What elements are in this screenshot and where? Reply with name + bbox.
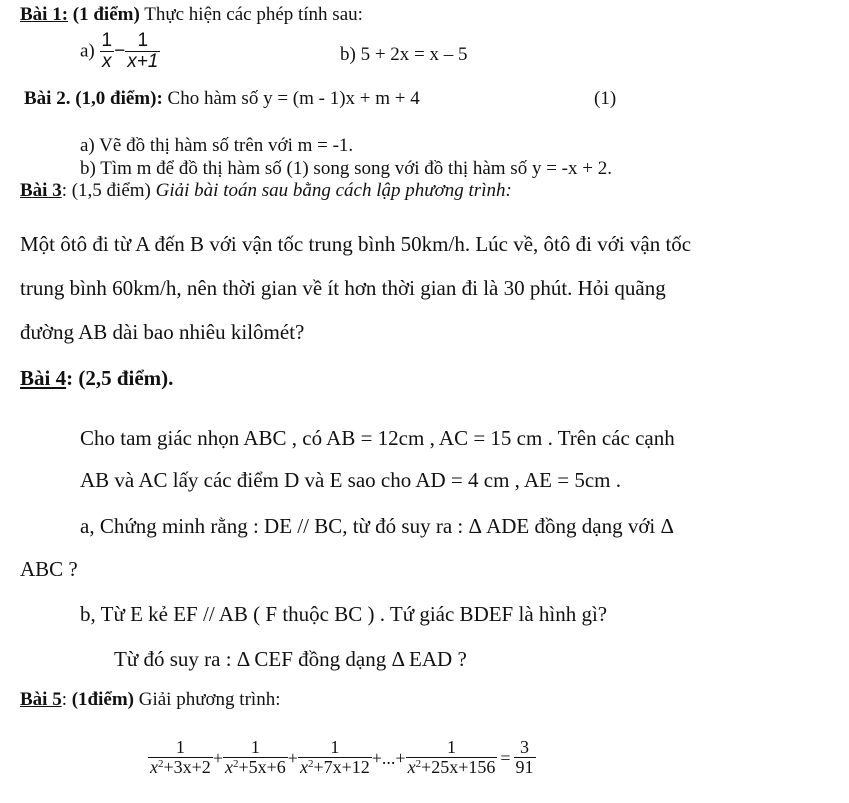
bai1-score: (1 điểm): [68, 4, 140, 25]
bai5-rhs-fraction: [514, 738, 536, 777]
bai5-colon: :: [61, 689, 72, 710]
bai5-frac3-num: 1: [330, 737, 340, 758]
bai4-score: : (2,5 điểm).: [66, 366, 174, 390]
bai5-fraction-4: [406, 738, 498, 777]
bai5-fraction-3: [298, 738, 372, 777]
bai5-frac1-num: 1: [175, 737, 185, 758]
bai4-heading: [20, 366, 173, 390]
bai1-a-fraction-2: [125, 31, 160, 72]
bai3-score: : (1,5 điểm): [61, 180, 156, 201]
bai4-p6: Từ đó suy ra : Δ CEF đồng dạng Δ EAD ?: [114, 647, 467, 671]
bai1-a-frac2-den: x+1: [127, 51, 159, 72]
bai1-a-fraction-1: [100, 31, 115, 72]
bai5-frac4-den: $x^2+25x+156$: [407, 757, 496, 778]
bai1-label: Bài 1:: [20, 4, 69, 25]
bai5-rhs-den: 91: [515, 757, 534, 778]
bai3-instruction: Giải bài toán sau bằng cách lập phương trình:: [155, 180, 512, 201]
bai3-p2: trung bình 60km/h, nên thời gian về ít hơn thời gian đi là 30 phút. Hỏi quãng: [20, 276, 666, 300]
bai3-p3: đường AB dài bao nhiêu kilômét?: [20, 320, 305, 344]
bai4-p4: ABC ?: [20, 557, 78, 581]
bai5-plus-1: +: [212, 747, 223, 768]
bai1-a: [80, 31, 160, 72]
bai5-frac3-den: $x^2+7x+12$: [299, 757, 370, 778]
bai2-text: Cho hàm số y = (m - 1)x + m + 4: [167, 88, 420, 109]
bai5-score: (1điểm): [71, 689, 134, 710]
bai1-a-frac1-num: 1: [101, 30, 113, 51]
bai5-heading: [20, 689, 280, 711]
bai2-eqno: (1): [594, 88, 617, 109]
bai2-b: b) Tìm m để đồ thị hàm số (1) song song với đồ thị hàm số y = -x + 2.: [80, 158, 612, 179]
bai5-rhs-num: 3: [520, 737, 530, 758]
bai1-b: b) 5 + 2x = x – 5: [340, 44, 468, 65]
bai2-heading: [24, 88, 420, 110]
bai5-plus-2: +: [287, 747, 298, 768]
bai5-frac4-num: 1: [446, 737, 456, 758]
bai1-a-label: a): [80, 40, 95, 62]
bai2-a: a) Vẽ đồ thị hàm số trên với m = -1.: [80, 135, 354, 156]
bai4-p2: AB và AC lấy các điểm D và E sao cho AD = 4 cm , AE = 5cm .: [80, 468, 621, 492]
bai3-label: Bài 3: [20, 180, 62, 201]
bai5-text: Giải phương trình:: [134, 689, 281, 710]
bai3-p1: Một ôtô đi từ A đến B với vận tốc trung bình 50km/h. Lúc về, ôtô đi với vận tốc: [20, 232, 692, 256]
bai1-a-minus: −: [114, 40, 126, 62]
bai2-head: Bài 2. (1,0 điểm):: [24, 88, 163, 109]
bai1-a-frac1-den: x: [102, 51, 112, 72]
bai5-equation: [148, 736, 536, 778]
bai5-label: Bài 5: [20, 689, 62, 710]
bai1-heading: [20, 4, 363, 26]
bai5-frac1-den: $x^2+3x+2$: [150, 757, 211, 778]
bai1-a-frac2-num: 1: [137, 30, 149, 51]
bai4-p1: Cho tam giác nhọn ABC , có AB = 12cm , AC = 15 cm . Trên các cạnh: [80, 426, 675, 450]
bai1-text: Thực hiện các phép tính sau:: [144, 4, 363, 25]
bai4-p3: a, Chứng minh rằng : DE // BC, từ đó suy ra : Δ ADE đồng dạng với Δ: [80, 514, 675, 538]
bai4-label: Bài 4: [20, 366, 67, 390]
bai4-p5: b, Từ E kẻ EF // AB ( F thuộc BC ) . Tứ giác BDEF là hình gì?: [80, 602, 608, 626]
bai5-fraction-2: [223, 738, 288, 777]
bai3-heading: [20, 180, 512, 202]
bai5-frac2-num: 1: [250, 737, 260, 758]
bai5-equals: =: [500, 747, 511, 768]
bai5-frac2-den: $x^2+5x+6$: [224, 757, 286, 778]
bai5-dots: +...+: [371, 747, 406, 768]
bai5-fraction-1: [148, 738, 213, 777]
